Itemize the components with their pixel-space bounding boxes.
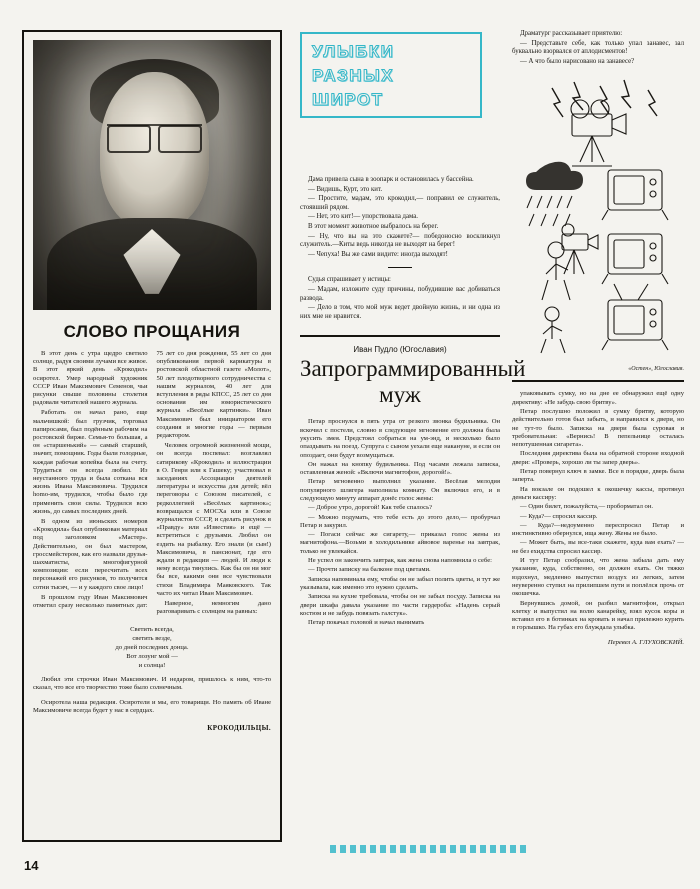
joke-line: Драматург рассказывает приятелю: (520, 30, 623, 37)
story-paragraph: Записка на кухне требовала, чтобы он не забыл посуду. Записка на двери шкафа давала указание по части гардероба: «Надень серый костюм и не забудь повязать галстук». (300, 593, 500, 617)
joke-line: Судья спрашивает у истицы: (308, 276, 391, 284)
story-title (300, 356, 526, 408)
poem-block (33, 625, 271, 670)
lightning-scribble (552, 80, 657, 117)
section-rule-right (512, 380, 684, 382)
joke-line: — А что было нарисовано на занавесе? (520, 57, 635, 65)
story-paragraph: Последняя директива была на обратной стороне входной двери: «Проверь, хорошо ли ты запер дверь». (512, 450, 684, 466)
cartoon-caption: «Остен», Югославия. (628, 366, 684, 373)
poem-line: Вот лозунг мой — (126, 652, 178, 660)
story-paragraph: Он нажал на кнопку будильника. Под часами лежала записка, оставленная женой: «Включи магнитофон, дорогой!». (300, 460, 500, 477)
story-paragraph: Петар повернул ключ в замке. Все в порядке, дверь была заперта. (512, 468, 684, 484)
rain-cloud (526, 162, 583, 226)
tv-box-2 (602, 234, 668, 284)
smiles-header-line1: УЛЫБКИ (312, 42, 395, 61)
story-paragraph: — Можно подумать, что тебе есть до этого дело,— пробурчал Петар и закурил. (300, 513, 500, 529)
story-paragraph: — Прочти записку на балконе под цветами. (308, 566, 431, 574)
small-figure-bottom (541, 307, 565, 353)
story-paragraph: Не успел он закончить завтрак, как жена снова напомнила о себе: (308, 557, 493, 565)
joke-block-1 (300, 176, 500, 259)
joke-line: — Ну, что вы на это скажете?— победоносно воскликнул служитель.—Киты ведь никогда не выходят на берег! (300, 232, 500, 249)
obituary-paragraph: Любил эти строчки Иван Максимович. И недаром, пришлось к ним, что-то сказал, что все его творчество тоже было солнечным. (33, 676, 271, 692)
tv-box-1 (602, 170, 668, 220)
story-paragraph: — Доброе утро, дорогой! Как тебе спалось? (308, 504, 433, 512)
obituary-paragraph: Работать он начал рано, еще мальчишкой: был грузчик, торговал папиросами, был подённым рабочим на ростовской бирже. Семья-то большая, а он «старшенький» — самый старший, значит, помощник. Годы были голодные, каждая рабочая копейка была на счету. Трудиться он всегда любил. Из неустанного труда и была соткана вся жизнь Ивана Максимовича. Трудился homo-им, трудился, чтобы было где применить свои силы. Трудился всю жизнь, до самых последних дней. (33, 409, 148, 515)
obituary-column (22, 30, 282, 842)
story-paragraph: Записка напоминала ему, чтобы он не забыл полить цветы, и тут же указывала, как именно это нужно сделать. (300, 575, 500, 591)
obituary-paragraph: Человек огромной жизненной мощи, он всегда поспевал: возглавлял сатирикову «Крокодил» и иллюстрации в О. Генри или к Гашеку; участвовал в заседаниях Ассоциации деятелей литературы и искусства для детей; вёл переговоры с Союзом писателей, с редколлегией «Весёлых картинок»; возвращался с МОСХа или в Союзе журналистов СССР, и сделать рисунок в «Правду» или «Известия» и ещё — встретиться с друзьями. Любил он ездить на рыбалку. Его знали (и сын!) Максимовича, в пансионат, где его ждали в редакции — людей. И люди к нему всегда тянулись. Как бы он ни мог бы все, какими они все чувствовали стихи Владимира Маяковского. Так часто их читал Иван Максимович. (156, 442, 271, 597)
joke-line: Дама привела сына в зоопарк и остановилась у бассейна. (308, 176, 474, 183)
joke-line: — Видишь, Курт, это кит. (308, 185, 383, 193)
tv-box-3 (602, 284, 668, 350)
joke-line: В этот момент животное выбралось на берег. (308, 222, 439, 230)
translator-credit: Перевел А. ГЛУХОВСКИЙ. (607, 638, 684, 646)
poem-line: и солнца! (138, 661, 166, 669)
section-rule (300, 335, 500, 337)
obituary-paragraph: Наверное, немногим дано разговаривать с солнцем на равных: (156, 600, 271, 616)
joke-line: — Чепуха! Вы же сами видите: иногда выходят! (308, 250, 448, 258)
story-body-right (512, 390, 684, 632)
story-title-line1: Запрограммированный (300, 356, 526, 382)
joke-block-2 (300, 276, 500, 321)
story-paragraph: Петар проснулся в пять утра от резкого звонка будильника. Он вскочил с постели, словно в следующее мгновение его должна была укусить змея. Предстоял собраться на ум-энд, и несколько было опаздывать на поезд. Супруга с сыном уехали еще накануне, и если он опоздает, они будут возмущаться. (300, 418, 500, 459)
poem-line: светить везде, (132, 634, 172, 642)
smiles-header-box (300, 32, 482, 118)
story-paragraph: — Погаси сейчас же сигарету,— приказал голос жены из магнитофона.—Возьми в холодильнике айвовое варенье на завтрак, только не увлекайся. (300, 531, 500, 555)
middle-column (300, 32, 526, 832)
camera-top (571, 100, 626, 166)
obituary-title: СЛОВО ПРОЩАНИЯ (63, 322, 241, 341)
cartoon-svg (512, 74, 684, 364)
joke-line: — Простите, мадам, это крокодил,— поправил ее служитель, стоявший рядом. (300, 195, 500, 211)
story-paragraph: Вернувшись домой, он разбил магнитофон, открыл клетку и выпустил на волю канарейку, взял кусок коры и вставил его в ботинках на кровать и начал прилежно курить в горлышко. На губах его блуждала улыбка. (512, 599, 684, 632)
story-paragraph: Петар послушно положил в сумку бритву, которую действительно готов был забыть, и направился к двери, но не тут-то было. Записка на двери была суровая и требовательная: «Вернись! В пепельнице осталась непотушенная сигарета». (512, 407, 684, 449)
story-paragraph: — Куда?—недоуменно переспросил Петар и инстинктивно обернулся, ища жену. Жены не было. (512, 521, 684, 538)
joke-line: — Нет, это кит!— упорствовала дама. (308, 213, 418, 221)
poem-line: до дней последних донца. (115, 643, 189, 651)
obituary-paragraph: В прошлом году Иван Максимович отметил сразу несколько памятных дат: 75 лет со дня рождения, 55 лет со дня опубликования первой карикатуры в ростовской областной газете «Молот», 50 лет плодотворного сотрудничества с нашим журналом, 40 лет для вступления в ряды КПСС, 25 лет со дня основания им юмористического журнала «Весёлые картинки». Иван Максимович был инициатором его создания и многие годы — первым редактором. (33, 350, 271, 610)
joke-line: — Представьте себе, как только упал занавес, зал буквально взорвался от аплодисментов! (512, 39, 684, 56)
obituary-paragraph: В этот день с утра щедро светило солнце, радуя своими лучами все живое. В этот яркий день «Крокодил» осиротел. Умер народный художник СССР Иван Максимович Семенов, чьи рисунки свыше половины столетия радовали читателей нашего журнала. (33, 350, 148, 407)
portrait-photo (33, 40, 271, 310)
joke-block-3 (512, 30, 684, 66)
right-column (512, 30, 684, 832)
smiles-header-line2: РАЗНЫХ (312, 66, 395, 85)
photo-vignette (33, 40, 271, 310)
obituary-paragraph: В одном из июньских номеров «Крокодила» был опубликован материал под заголовком «Мастер». Действительно, он был мастером, гроссмейстером, как его назвали друзья-шахматисты, многофигурной композиции: если пересчитать всех персонажей его рисунков, то получится сотни тысяч, — и у каждого свое лицо! (33, 518, 148, 591)
story-paragraph: Петар покачал головой и начал вынимать (308, 619, 425, 627)
joke-line: — Дело в том, что мой муж ведет двойную жизнь, и ни одна из них мне не нравится. (300, 304, 500, 320)
obituary-tail (33, 676, 271, 715)
story-paragraph: — Может быть, вы все-таки скажете, куда вам ехать? — не без ехидства спросил кассир. (512, 539, 684, 555)
story-paragraph: На вокзале он подошел к окошечку кассы, протянул деньги кассиру: (512, 485, 684, 501)
story-paragraph: Петар мгновенно выполнил указание. Весёлая мелодия популярного шлягера наполнила комнату. Он включил его, и в следующую минуту аппарат донёс голос жены: (300, 478, 500, 502)
joke-line: — Мадам, изложите суду причины, побудившие вас добиваться развода. (300, 285, 500, 302)
story-title-line2: муж (379, 382, 421, 408)
smiles-header-line3: ШИРОТ (312, 90, 384, 109)
obituary-paragraph: Осиротела наша редакция. Осиротели и мы, его товарищи. Но память об Иване Максимовиче всегда будет у нас в сердцах. (33, 699, 271, 715)
story-paragraph: упаковывать сумку, но на дне ее обнаружил ещё одну директиву: «Не забудь свою бритву». (512, 390, 684, 406)
story-paragraph: — Один билет, пожалуйста,— проборматал он. (520, 503, 653, 511)
obituary-body (33, 350, 271, 617)
story-paragraph: — Куда?— спросил кассир. (520, 512, 598, 520)
footer-ornament (330, 845, 530, 853)
page-number: 14 (24, 858, 39, 873)
cartoon-illustration (512, 74, 684, 364)
joke-separator (388, 267, 412, 268)
story-body-middle (300, 418, 500, 627)
poem-line: Светить всегда, (130, 625, 174, 633)
cameraman-figure (542, 224, 598, 300)
obituary-signature: КРОКОДИЛЬЦЫ. (207, 723, 271, 732)
story-paragraph: И тут Петар сообразил, что жена забыла дать ему указание, куда, собственно, он должен ехать. Он тяжко вздохнул, медленно выпустил воздух из легких, затем неуверенно ступил на прилипшем пути и поплёлся прочь от окошечка. (512, 557, 684, 598)
story-author: Иван Пудло (Югославия) (353, 345, 447, 355)
